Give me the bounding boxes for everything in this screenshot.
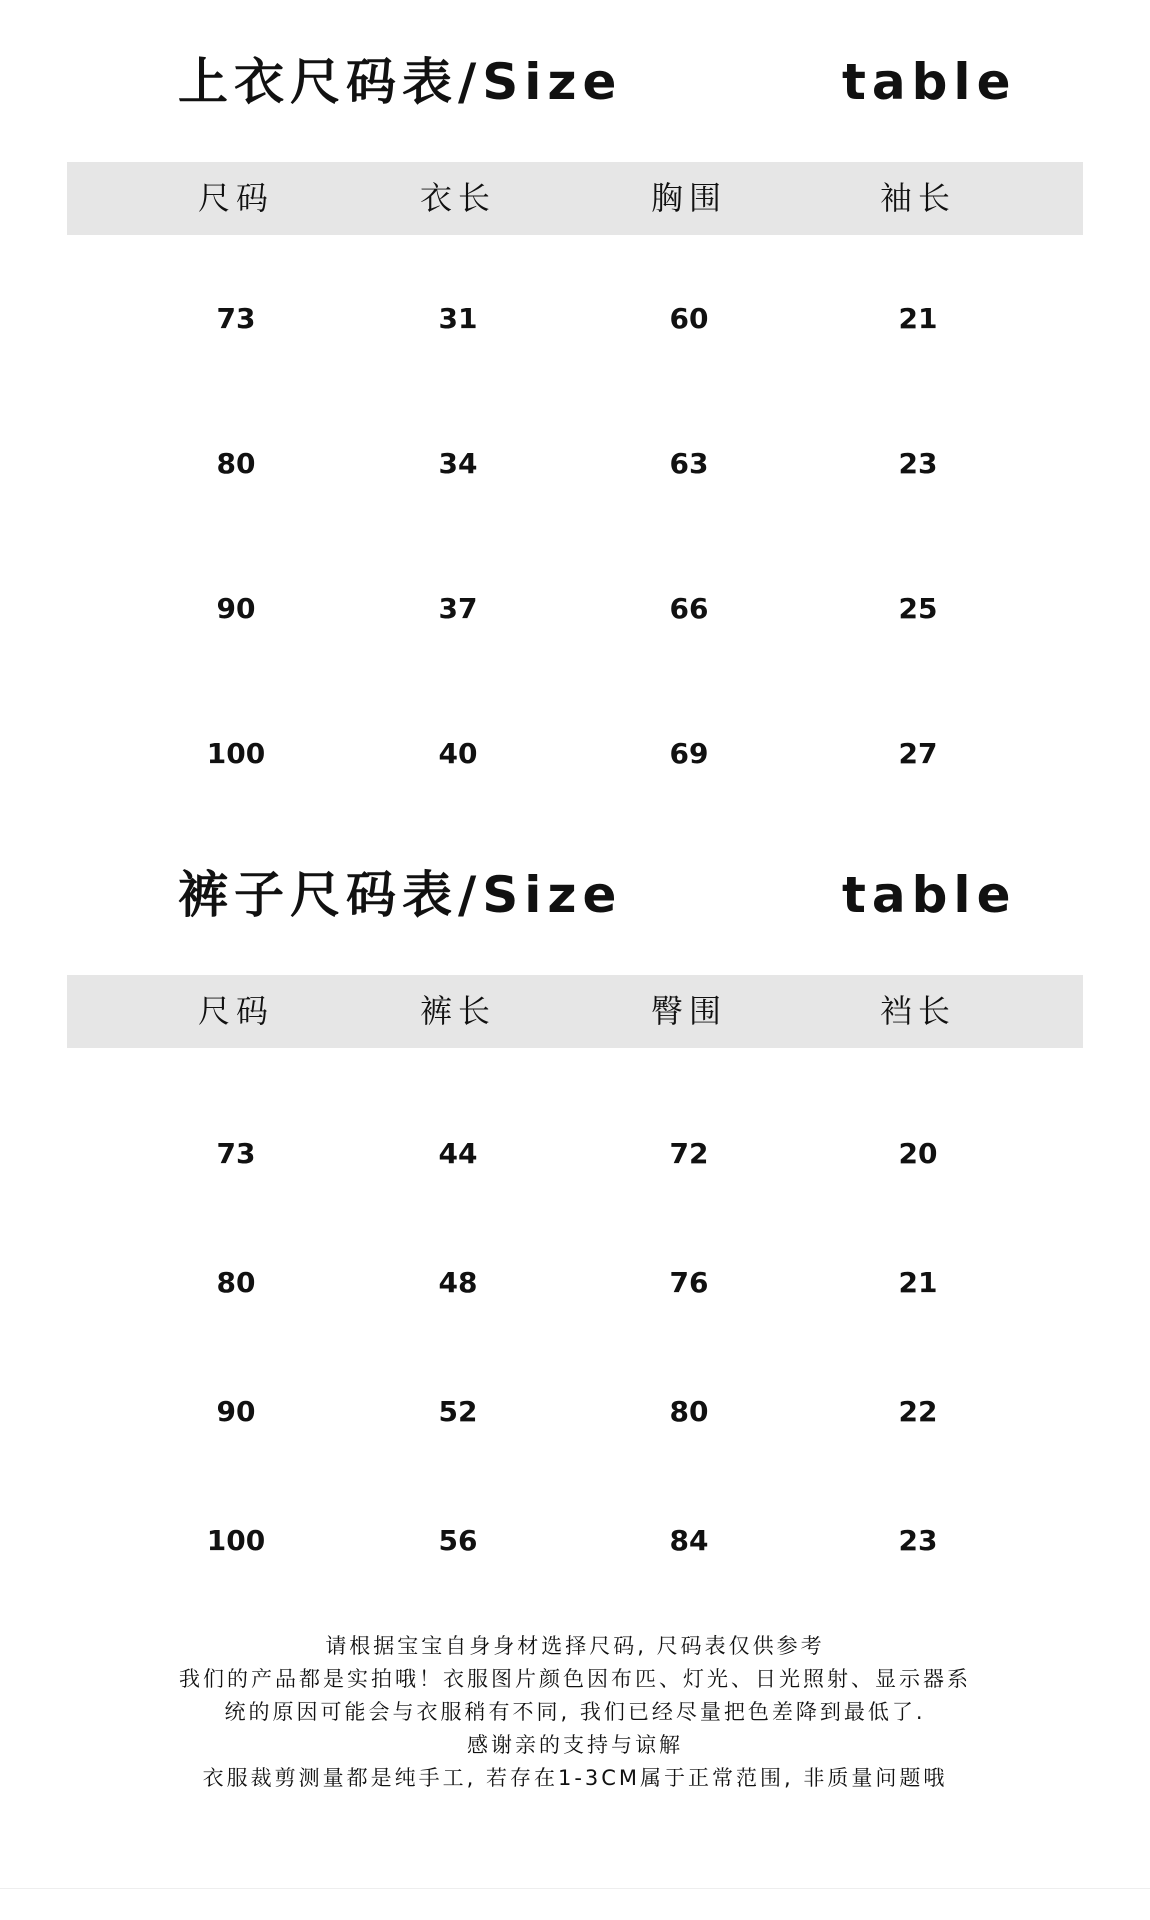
table-cell: 21 [898,302,938,335]
note-line: 请根据宝宝自身身材选择尺码, 尺码表仅供参考 [325,1634,825,1658]
table-cell: 56 [438,1524,478,1557]
header-sleeve: 袖长 [879,179,956,217]
header-chest: 胸围 [650,179,727,217]
note-line: 感谢亲的支持与谅解 [467,1733,683,1757]
table-cell: 63 [669,447,709,480]
header-size: 尺码 [197,992,274,1030]
table-cell: 34 [438,447,478,480]
size-notes [0,1630,1150,1795]
table-cell: 20 [898,1137,938,1170]
top-table-title-en: table [842,53,1017,111]
note-line: 我们的产品都是实拍哦！衣服图片颜色因布匹、灯光、日光照射、显示器系 [179,1667,971,1691]
note-line: 统的原因可能会与衣服稍有不同, 我们已经尽量把色差降到最低了. [224,1700,926,1724]
table-cell: 66 [669,592,709,625]
table-cell: 84 [669,1524,709,1557]
bottom-table-title-cn: 裤子尺码表/Size [178,866,623,924]
table-cell: 100 [206,737,266,770]
table-cell: 80 [216,447,256,480]
table-cell: 52 [438,1395,478,1428]
table-cell: 40 [438,737,478,770]
bottom-table-title-en: table [842,866,1017,924]
table-cell: 23 [898,447,938,480]
bottom-table-header [67,975,1083,1048]
header-size: 尺码 [197,179,274,217]
table-cell: 80 [216,1266,256,1299]
bottom-table-title [0,855,1150,935]
top-table-title [0,42,1150,122]
table-cell: 90 [216,1395,256,1428]
table-cell: 25 [898,592,938,625]
bottom-divider [0,1888,1150,1889]
table-cell: 31 [438,302,478,335]
table-cell: 73 [216,1137,256,1170]
table-cell: 44 [438,1137,478,1170]
header-pants-length: 裤长 [419,992,496,1030]
table-cell: 90 [216,592,256,625]
note-line: 衣服裁剪测量都是纯手工, 若存在1-3CM属于正常范围, 非质量问题哦 [202,1766,948,1790]
header-rise: 裆长 [879,992,956,1030]
table-cell: 22 [898,1395,938,1428]
table-cell: 80 [669,1395,709,1428]
header-hip: 臀围 [650,992,727,1030]
table-cell: 73 [216,302,256,335]
table-cell: 76 [669,1266,709,1299]
table-cell: 48 [438,1266,478,1299]
top-table-title-cn: 上衣尺码表/Size [178,53,623,111]
table-cell: 23 [898,1524,938,1557]
table-cell: 100 [206,1524,266,1557]
table-cell: 37 [438,592,478,625]
table-cell: 69 [669,737,709,770]
top-table-header [67,162,1083,235]
table-cell: 72 [669,1137,709,1170]
header-length: 衣长 [419,179,496,217]
table-cell: 60 [669,302,709,335]
table-cell: 21 [898,1266,938,1299]
table-cell: 27 [898,737,938,770]
